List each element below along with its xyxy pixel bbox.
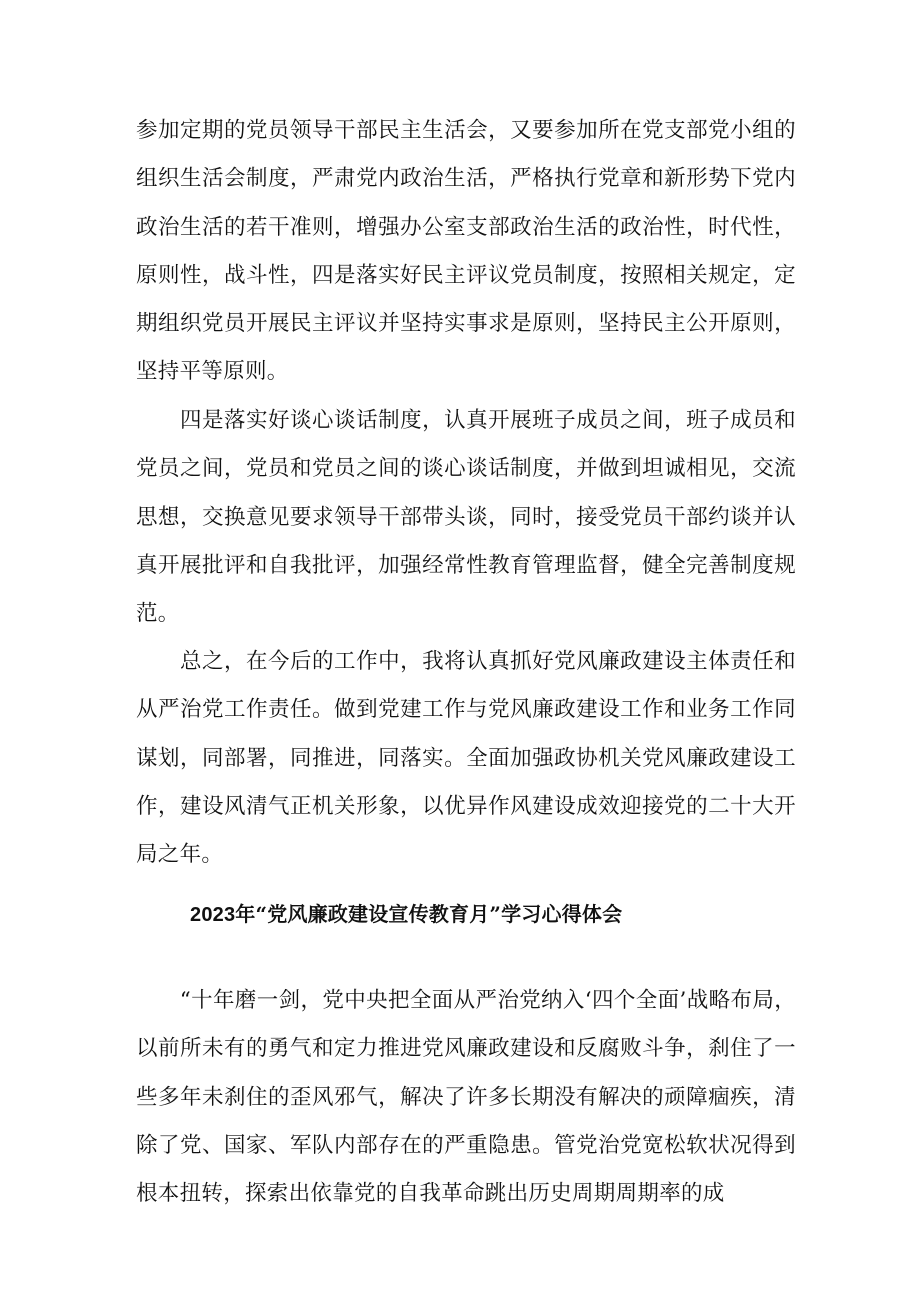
paragraph-2: 四是落实好谈心谈话制度，认真开展班子成员之间，班子成员和党员之间，党员和党员之间的谈心谈话制度，并做到坦诚相见，交流思想，交换意见要求领导干部带头谈，同时，接受党员干部约谈并认真开展批评和自我批评，加强经常性教育管理监督，健全完善制度规范。 [136, 408, 796, 627]
paragraph-3: 总之，在今后的工作中，我将认真抓好党风廉政建设主体责任和从严治党工作责任。做到党建工作与党风廉政建设工作和业务工作同谋划，同部署，同推进，同落实。全面加强政协机关党风廉政建设工作，建设风清气正机关形象，以优异作风建设成效迎接党的二十大开局之年。 [136, 649, 796, 868]
section-heading [190, 902, 622, 927]
heading-text: 年“党风廉政建设宣传教育月”学习心得体会 [235, 902, 623, 926]
paragraph-4: “十年磨一剑，党中央把全面从严治党纳入‘四个全面’战略布局，以前所未有的勇气和定力推进党风廉政建设和反腐败斗争，刹住了一些多年未刹住的歪风邪气，解决了许多长期没有解决的顽障痼疾，清除了党、国家、军队内部存在的严重隐患。管党治党宽松软状况得到根本扭转，探索出依靠党的自我革命跳出历史周期周期率的成 [136, 988, 796, 1207]
paragraph-1: 参加定期的党员领导干部民主生活会，又要参加所在党支部党小组的组织生活会制度，严肃党内政治生活，严格执行党章和新形势下党内政治生活的若干准则，增强办公室支部政治生活的政治性，时代性，原则性，战斗性，四是落实好民主评议党员制度，按照相关规定，定期组织党员开展民主评议并坚持实事求是原则，坚持民主公开原则，坚持平等原则。 [136, 118, 796, 385]
heading-year: 2023 [190, 904, 236, 926]
